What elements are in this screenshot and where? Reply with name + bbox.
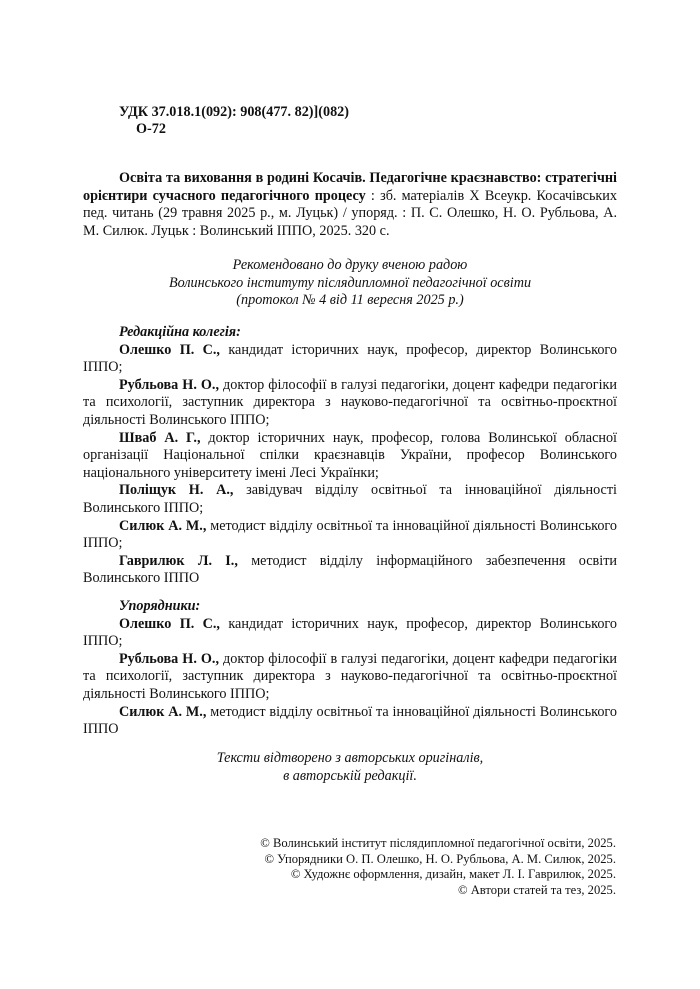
compiler-desc: кандидат історичних наук, професор, директор Волинського ІППО;	[83, 615, 617, 650]
member-desc: кандидат історичних наук, професор, директор Волинського ІППО;	[83, 341, 617, 376]
copyright-line: © Волинський інститут післядипломної педагогічної освіти, 2025.	[260, 836, 616, 850]
note-line: Тексти відтворено з авторських оригіналів,	[216, 750, 484, 766]
member-name: Поліщук Н. А.,	[119, 482, 234, 499]
copyright-line: © Упорядники О. П. Олешко, Н. О. Рубльова, А. М. Силюк, 2025.	[264, 851, 616, 866]
classification-header	[119, 104, 349, 138]
compiler-desc: методист відділу освітньої та інноваційної діяльності Волинського ІППО	[83, 703, 617, 738]
approval-notice	[83, 257, 617, 310]
compiler-name: Силюк А. М.,	[119, 703, 207, 720]
copyright-line: © Автори статей та тез, 2025.	[457, 882, 616, 897]
member-desc: доктор історичних наук, професор, голова Волинської обласної організації Національної спілки краєзнавців України, професор Волинського національного університету імені Лесі Українки;	[83, 429, 617, 481]
compiler	[83, 616, 617, 651]
board-member	[83, 430, 617, 483]
compilers	[83, 598, 617, 739]
member-name: Рубльова Н. О.,	[119, 376, 220, 393]
approval-line: Рекомендовано до друку вченою радою	[232, 257, 468, 273]
board-member	[83, 518, 617, 553]
member-name: Гаврилюк Л. І.,	[119, 552, 238, 569]
compiler-name: Олешко П. С.,	[119, 615, 220, 632]
member-desc: доктор філософії в галузі педагогіки, доцент кафедри педагогіки та психології, заступник директора з науково-педагогічної та освітньо-проєктної діяльності Волинського ІППО;	[83, 376, 617, 428]
authors-note	[83, 750, 617, 785]
board-member	[83, 377, 617, 430]
editorial-board	[83, 324, 617, 588]
compiler-desc: доктор філософії в галузі педагогіки, доцент кафедри педагогіки та психології, заступник директора з науково-педагогічної та освітньо-проєктної діяльності Волинського ІППО;	[83, 650, 617, 702]
board-member	[83, 482, 617, 517]
compiler-name: Рубльова Н. О.,	[119, 650, 220, 667]
member-name: Силюк А. М.,	[119, 517, 207, 534]
approval-line: Волинського інституту післядипломної педагогічної освіти	[168, 274, 532, 291]
board-member	[83, 342, 617, 377]
member-desc: завідувач відділу освітньої та інноваційної діяльності Волинського ІППО;	[83, 482, 617, 516]
compiler	[83, 651, 617, 704]
book-title: Освіта та виховання в родині Косачів. Педагогічне краєзнавство: стратегічні орієнтири сучасного педагогічного процесу	[83, 170, 617, 204]
member-name: Шваб А. Г.,	[119, 429, 201, 446]
book-details: : зб. матеріалів Х Всеукр. Косачівських пед. читань (29 травня 2025 р., м. Луцьк) / упоряд. : П. С. Олешко, Н. О. Рубльова, А. М. Силюк. Луцьк : Волинський ІППО, 2025. 320 с.	[83, 187, 617, 239]
note-line: в авторській редакції.	[283, 767, 417, 784]
board-member	[83, 553, 617, 588]
editorial-board-title: Редакційна колегія:	[119, 324, 241, 340]
compiler	[83, 704, 617, 739]
member-desc: методист відділу інформаційного забезпечення освіти Волинського ІППО	[83, 552, 617, 587]
udk-code: УДК 37.018.1(092): 908(477. 82)](082)	[119, 104, 349, 120]
copyright-block	[116, 836, 616, 898]
approval-line: (протокол № 4 від 11 вересня 2025 р.)	[236, 292, 464, 309]
member-name: Олешко П. С.,	[119, 341, 220, 358]
compilers-title: Упорядники:	[119, 598, 201, 614]
bibliographic-entry	[83, 170, 617, 240]
author-mark-code: О-72	[136, 121, 166, 137]
copyright-line: © Художнє оформлення, дизайн, макет Л. І. Гаврилюк, 2025.	[290, 867, 616, 882]
member-desc: методист відділу освітньої та інноваційної діяльності Волинського ІППО;	[83, 517, 617, 552]
